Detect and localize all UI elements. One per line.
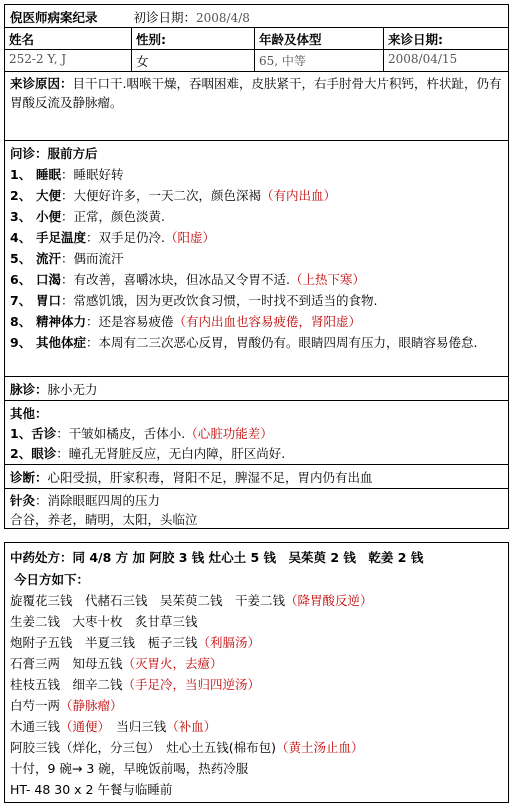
inquiry-title: 问诊：服前方后 xyxy=(10,146,98,161)
pulse-text: 脉小无力 xyxy=(47,382,98,397)
visit-date-value: 2008/04/15 xyxy=(388,52,458,66)
inquiry-item: 6、 口渴：有改善，喜嚼冰块，但冰品又令胃不适.（上热下寒） xyxy=(10,272,366,287)
case-record-box xyxy=(4,4,509,529)
pulse-label: 脉诊： xyxy=(10,382,48,397)
herb-line: 白芍一两（静脉瘤） xyxy=(10,698,123,713)
other-title: 其他： xyxy=(10,406,48,421)
ht-instructions: HT- 48 30 x 2 午餐与临睡前 xyxy=(10,782,173,797)
info-value-row xyxy=(5,50,508,72)
diagnosis-label: 诊断： xyxy=(10,470,48,485)
acupuncture-points: 合谷，养老，睛明，太阳，头临泣 xyxy=(10,512,198,527)
first-visit-label: 初诊日期： xyxy=(133,10,196,25)
reason-text: 目干口干.咽喉干燥，吞咽困难，皮肤紧干，右手肘骨大片积钙，杵状趾，仍有胃酸反流及静脉瘤。 xyxy=(10,76,502,110)
visit-date-label: 来诊日期: xyxy=(388,32,443,47)
first-visit-date: 2008/4/8 xyxy=(196,11,250,25)
prescription-box xyxy=(4,542,509,803)
acupuncture-section xyxy=(5,489,508,529)
herb-line: 阿胶三钱（烊化，分三包） 灶心土五钱(棉布包)（黄土汤止血） xyxy=(10,740,364,755)
pulse-section xyxy=(5,377,508,401)
inquiry-item: 2、 大便：大便好许多，一天二次，颜色深褐（有内出血） xyxy=(10,188,337,203)
inquiry-item: 7、 胃口：常感饥饿，因为更改饮食习惯，一时找不到适当的食物. xyxy=(10,293,378,308)
herb-line: 桂枝五钱 细辛二钱（手足冷，当归四逆汤） xyxy=(10,677,261,692)
record-title: 倪医师病案纪录 xyxy=(10,10,98,25)
title-row xyxy=(5,5,508,28)
acupuncture-text: ：消除眼眶四周的压力 xyxy=(35,493,161,508)
herb-line: 旋覆花三钱 代赭石三钱 吴茱萸二钱 干姜二钱（降胃酸反逆） xyxy=(10,593,373,608)
age-label: 年龄及体型 xyxy=(255,28,384,49)
diagnosis-text: 心阳受损，肝家积毒，肾阳不足，脾湿不足，胃内仍有出血 xyxy=(47,470,373,485)
eye-diagnosis: 2、眼诊：瞳孔无肾脏反应，无白内障，肝区尚好. xyxy=(10,446,286,461)
diagnosis-section xyxy=(5,465,508,489)
age-value: 65, 中等 xyxy=(255,50,384,71)
sex-label: 性别: xyxy=(132,28,255,49)
herb-line: 石膏三两 知母五钱（灭胃火，去癔） xyxy=(10,656,223,671)
tongue-diagnosis: 1、舌诊：干皱如橘皮，舌体小.（心脏功能差） xyxy=(10,426,273,441)
inquiry-item-9: 9、 其他体症：本周有二三次恶心反胃，胃酸仍有。眼睛四周有压力，眼睛容易倦怠. xyxy=(10,335,478,350)
inquiry-item: 1、 睡眠：睡眠好转 xyxy=(10,167,124,182)
acupuncture-label: 针灸 xyxy=(10,493,36,508)
inquiry-item: 8、 精神体力：还是容易疲倦（有内出血也容易疲倦，肾阳虚） xyxy=(10,314,362,329)
reason-label: 来诊原因： xyxy=(10,76,73,91)
inquiry-section xyxy=(5,141,508,377)
reason-section xyxy=(5,72,508,141)
prescription-subtitle: 今日方如下： xyxy=(14,572,90,587)
herb-line: 炮附子五钱 半夏三钱 栀子三钱（利膈汤） xyxy=(10,635,261,650)
info-label-row xyxy=(5,28,508,50)
herb-line: 木通三钱（通便） 当归三钱（补血） xyxy=(10,719,217,734)
inquiry-item: 4、 手足温度：双手足仍冷.（阳虚） xyxy=(10,230,216,245)
name-label: 姓名 xyxy=(5,28,132,49)
herb-line: 生姜二钱 大枣十枚 炙甘草三钱 xyxy=(10,614,198,629)
name-value: 252-2 Y, J xyxy=(5,50,132,71)
prescription-header: 中药处方：同 4/8 方 加 阿胶 3 钱 灶心土 5 钱 吴茱萸 2 钱 乾姜 2 钱 xyxy=(10,550,424,565)
sex-value: 女 xyxy=(132,50,255,71)
decoction-instructions: 十付，9 碗→ 3 碗，早晚饭前喝，热药冷服 xyxy=(10,761,249,776)
other-section xyxy=(5,401,508,465)
inquiry-item: 5、 流汗：偶而流汗 xyxy=(10,251,124,266)
inquiry-item: 3、 小便：正常，颜色淡黄. xyxy=(10,209,165,224)
